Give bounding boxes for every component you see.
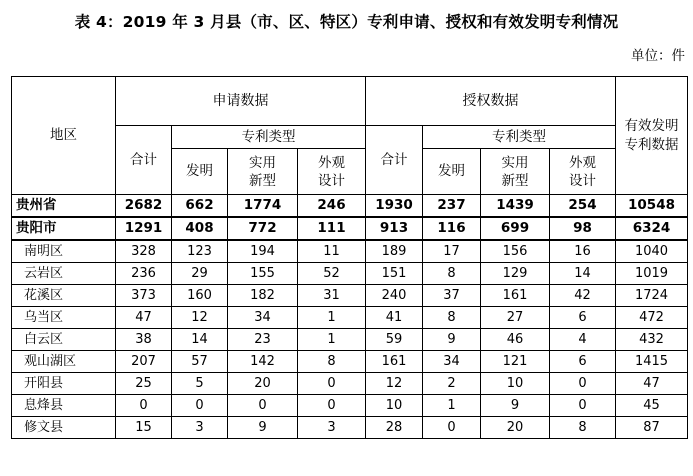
cell-valid: 472 bbox=[616, 307, 688, 329]
header-grant-design-label: 外观设计 bbox=[569, 154, 596, 189]
cell-grant-design: 14 bbox=[550, 263, 616, 285]
cell-valid: 87 bbox=[616, 417, 688, 439]
cell-grant-total: 12 bbox=[366, 373, 423, 395]
table-row bbox=[12, 217, 688, 240]
cell-app-total: 2682 bbox=[116, 195, 172, 218]
cell-app-total: 25 bbox=[116, 373, 172, 395]
cell-app-design: 246 bbox=[298, 195, 366, 218]
cell-grant-design: 16 bbox=[550, 240, 616, 263]
cell-app-util: 1774 bbox=[228, 195, 298, 218]
cell-grant-design: 8 bbox=[550, 417, 616, 439]
cell-grant-design: 98 bbox=[550, 217, 616, 240]
cell-region: 南明区 bbox=[12, 240, 116, 263]
cell-region: 修文县 bbox=[12, 417, 116, 439]
cell-grant-total: 151 bbox=[366, 263, 423, 285]
header-app-design bbox=[298, 149, 366, 195]
cell-grant-inv: 17 bbox=[423, 240, 481, 263]
cell-grant-inv: 8 bbox=[423, 263, 481, 285]
cell-valid: 6324 bbox=[616, 217, 688, 240]
cell-grant-inv: 1 bbox=[423, 395, 481, 417]
cell-grant-total: 161 bbox=[366, 351, 423, 373]
cell-grant-total: 1930 bbox=[366, 195, 423, 218]
cell-valid: 47 bbox=[616, 373, 688, 395]
cell-grant-design: 0 bbox=[550, 395, 616, 417]
cell-app-util: 34 bbox=[228, 307, 298, 329]
cell-grant-util: 161 bbox=[481, 285, 550, 307]
header-grant-total: 合计 bbox=[366, 126, 423, 195]
cell-valid: 1019 bbox=[616, 263, 688, 285]
cell-region: 观山湖区 bbox=[12, 351, 116, 373]
cell-app-inv: 160 bbox=[172, 285, 228, 307]
cell-app-inv: 14 bbox=[172, 329, 228, 351]
cell-app-inv: 3 bbox=[172, 417, 228, 439]
cell-app-total: 38 bbox=[116, 329, 172, 351]
patent-stats-table bbox=[11, 76, 688, 439]
cell-grant-total: 189 bbox=[366, 240, 423, 263]
table-row bbox=[12, 195, 688, 218]
cell-app-inv: 662 bbox=[172, 195, 228, 218]
cell-valid: 432 bbox=[616, 329, 688, 351]
cell-app-inv: 408 bbox=[172, 217, 228, 240]
cell-region: 乌当区 bbox=[12, 307, 116, 329]
cell-app-design: 0 bbox=[298, 373, 366, 395]
table-row bbox=[12, 285, 688, 307]
cell-valid: 45 bbox=[616, 395, 688, 417]
cell-grant-util: 9 bbox=[481, 395, 550, 417]
cell-app-util: 772 bbox=[228, 217, 298, 240]
cell-region: 白云区 bbox=[12, 329, 116, 351]
cell-valid: 1040 bbox=[616, 240, 688, 263]
cell-region: 贵州省 bbox=[12, 195, 116, 218]
cell-grant-inv: 9 bbox=[423, 329, 481, 351]
cell-app-util: 0 bbox=[228, 395, 298, 417]
cell-grant-total: 41 bbox=[366, 307, 423, 329]
table-row bbox=[12, 417, 688, 439]
cell-app-total: 373 bbox=[116, 285, 172, 307]
cell-region: 开阳县 bbox=[12, 373, 116, 395]
header-app-total: 合计 bbox=[116, 126, 172, 195]
cell-grant-total: 240 bbox=[366, 285, 423, 307]
cell-app-inv: 12 bbox=[172, 307, 228, 329]
cell-grant-util: 1439 bbox=[481, 195, 550, 218]
cell-grant-design: 254 bbox=[550, 195, 616, 218]
cell-grant-util: 27 bbox=[481, 307, 550, 329]
cell-grant-inv: 2 bbox=[423, 373, 481, 395]
cell-app-inv: 29 bbox=[172, 263, 228, 285]
unit-label: 单位：件 bbox=[631, 48, 685, 64]
cell-grant-inv: 116 bbox=[423, 217, 481, 240]
cell-grant-inv: 34 bbox=[423, 351, 481, 373]
cell-app-design: 31 bbox=[298, 285, 366, 307]
cell-app-design: 3 bbox=[298, 417, 366, 439]
cell-app-total: 328 bbox=[116, 240, 172, 263]
header-application: 申请数据 bbox=[116, 77, 366, 126]
cell-grant-util: 156 bbox=[481, 240, 550, 263]
header-grant-utility-label: 实用新型 bbox=[501, 154, 529, 189]
cell-app-util: 9 bbox=[228, 417, 298, 439]
cell-grant-util: 10 bbox=[481, 373, 550, 395]
cell-region: 息烽县 bbox=[12, 395, 116, 417]
cell-grant-inv: 237 bbox=[423, 195, 481, 218]
header-grant-utility bbox=[481, 149, 550, 195]
cell-grant-util: 20 bbox=[481, 417, 550, 439]
cell-app-util: 182 bbox=[228, 285, 298, 307]
cell-app-util: 155 bbox=[228, 263, 298, 285]
cell-app-util: 142 bbox=[228, 351, 298, 373]
cell-app-inv: 0 bbox=[172, 395, 228, 417]
header-app-utility bbox=[228, 149, 298, 195]
cell-grant-design: 4 bbox=[550, 329, 616, 351]
table-row bbox=[12, 240, 688, 263]
cell-app-total: 15 bbox=[116, 417, 172, 439]
cell-app-design: 1 bbox=[298, 329, 366, 351]
cell-grant-util: 121 bbox=[481, 351, 550, 373]
header-grant-patent-type: 专利类型 bbox=[423, 126, 616, 149]
header-valid bbox=[616, 77, 688, 195]
cell-grant-util: 129 bbox=[481, 263, 550, 285]
header-valid-label: 有效发明专利数据 bbox=[624, 117, 679, 153]
header-grant: 授权数据 bbox=[366, 77, 616, 126]
header-region: 地区 bbox=[12, 77, 116, 195]
table-row bbox=[12, 263, 688, 285]
cell-app-design: 8 bbox=[298, 351, 366, 373]
cell-valid: 10548 bbox=[616, 195, 688, 218]
cell-grant-total: 913 bbox=[366, 217, 423, 240]
cell-grant-total: 28 bbox=[366, 417, 423, 439]
cell-app-util: 23 bbox=[228, 329, 298, 351]
cell-app-inv: 123 bbox=[172, 240, 228, 263]
cell-app-total: 47 bbox=[116, 307, 172, 329]
cell-grant-total: 10 bbox=[366, 395, 423, 417]
table-row bbox=[12, 373, 688, 395]
cell-app-design: 1 bbox=[298, 307, 366, 329]
cell-region: 云岩区 bbox=[12, 263, 116, 285]
cell-region: 贵阳市 bbox=[12, 217, 116, 240]
table-row bbox=[12, 395, 688, 417]
header-grant-design bbox=[550, 149, 616, 195]
header-app-utility-label: 实用新型 bbox=[249, 154, 276, 189]
table-row bbox=[12, 329, 688, 351]
cell-app-design: 111 bbox=[298, 217, 366, 240]
cell-valid: 1415 bbox=[616, 351, 688, 373]
cell-grant-design: 6 bbox=[550, 307, 616, 329]
table-title: 表 4：2019 年 3 月县（市、区、特区）专利申请、授权和有效发明专利情况 bbox=[74, 13, 619, 31]
cell-app-total: 0 bbox=[116, 395, 172, 417]
cell-app-design: 0 bbox=[298, 395, 366, 417]
header-app-design-label: 外观设计 bbox=[318, 154, 345, 189]
table-row bbox=[12, 351, 688, 373]
cell-grant-design: 42 bbox=[550, 285, 616, 307]
header-grant-invention: 发明 bbox=[423, 149, 481, 195]
cell-app-design: 52 bbox=[298, 263, 366, 285]
header-app-invention: 发明 bbox=[172, 149, 228, 195]
cell-app-util: 20 bbox=[228, 373, 298, 395]
cell-app-design: 11 bbox=[298, 240, 366, 263]
cell-grant-inv: 37 bbox=[423, 285, 481, 307]
cell-valid: 1724 bbox=[616, 285, 688, 307]
header-app-patent-type: 专利类型 bbox=[172, 126, 366, 149]
cell-region: 花溪区 bbox=[12, 285, 116, 307]
cell-grant-util: 46 bbox=[481, 329, 550, 351]
cell-grant-design: 0 bbox=[550, 373, 616, 395]
cell-grant-util: 699 bbox=[481, 217, 550, 240]
cell-app-total: 207 bbox=[116, 351, 172, 373]
cell-app-total: 1291 bbox=[116, 217, 172, 240]
table-row bbox=[12, 307, 688, 329]
cell-grant-total: 59 bbox=[366, 329, 423, 351]
cell-app-total: 236 bbox=[116, 263, 172, 285]
cell-grant-inv: 0 bbox=[423, 417, 481, 439]
cell-app-util: 194 bbox=[228, 240, 298, 263]
cell-grant-inv: 8 bbox=[423, 307, 481, 329]
cell-app-inv: 57 bbox=[172, 351, 228, 373]
cell-app-inv: 5 bbox=[172, 373, 228, 395]
cell-grant-design: 6 bbox=[550, 351, 616, 373]
